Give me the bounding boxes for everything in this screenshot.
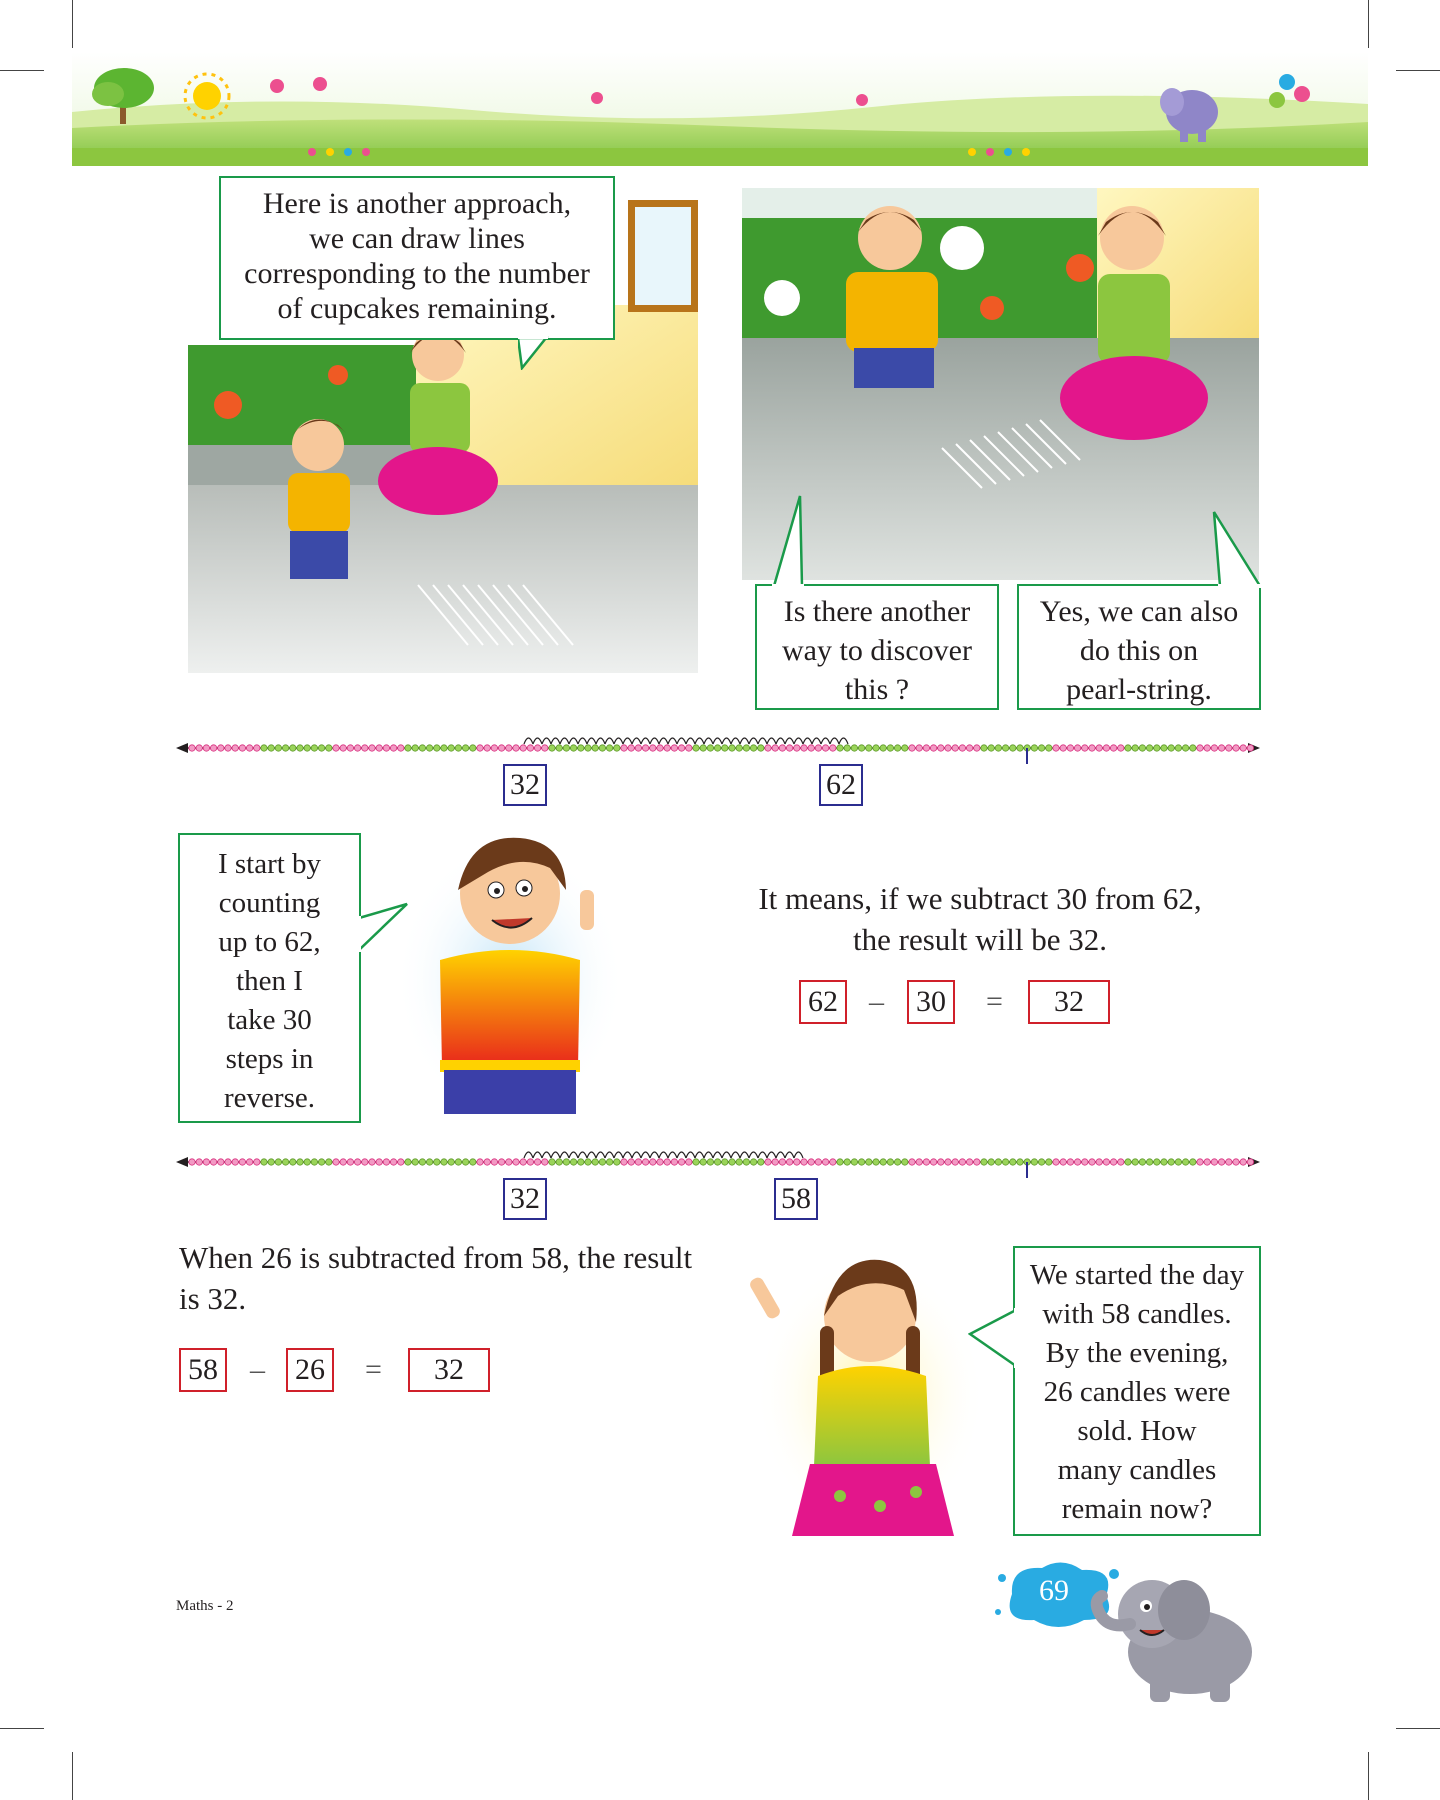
bubble-line: of cupcakes remaining. [277,292,557,325]
bubble-line: I start by [217,848,322,880]
minus-sign: – [869,985,884,1018]
window-icon [628,200,698,312]
crop-mark [1396,1728,1440,1729]
crop-mark [0,1728,44,1729]
bubble-tail [1210,510,1262,588]
girl-character-icon [740,1236,980,1536]
start-label-box: 32 [503,764,547,806]
elephant-mascot-icon [1080,1566,1270,1706]
bubble-line: up to 62, [218,926,321,958]
subtrahend-box: 26 [286,1348,334,1392]
bubble-line: take 30 [227,1004,312,1036]
speech-bubble-candles [1013,1246,1261,1536]
page-number: 69 [1039,1574,1069,1607]
bubble-line: sold. How [1077,1415,1197,1447]
crop-mark [72,1752,73,1800]
speech-bubble-boy-question [755,584,999,710]
bubble-line: way to discover [782,634,972,667]
tick-mark [1026,748,1028,764]
crop-mark [72,0,73,48]
bubble-line: steps in [225,1043,314,1075]
bubble-line: Is there another [783,595,971,628]
crop-mark [0,70,44,71]
bubble-line: By the evening, [1045,1337,1229,1369]
minuend-box: 58 [179,1348,227,1392]
bubble-line: then I [236,965,303,997]
explanation-line: is 32. [179,1281,247,1316]
result-box: 32 [1028,980,1110,1024]
book-title: Maths - 2 [176,1598,234,1614]
pearl-string-58-26 [176,1142,1260,1178]
bubble-line: reverse. [224,1082,315,1114]
boy-figure-icon [288,419,350,579]
minus-sign: – [250,1353,265,1386]
speech-bubble-girl-answer [1017,584,1261,710]
explanation-line: the result will be 32. [853,922,1107,957]
subtrahend-box: 30 [907,980,955,1024]
bubble-line: 26 candles were [1043,1376,1231,1408]
pearl-string-62-30 [176,728,1260,764]
crop-mark [1368,1752,1369,1800]
result-box: 32 [408,1348,490,1392]
bubble-line: with 58 candles. [1042,1298,1232,1330]
bubble-line: do this on [1079,634,1199,667]
explanation-line: When 26 is subtracted from 58, the result [179,1240,693,1275]
minuend-box: 62 [799,980,847,1024]
boy-character-icon [400,820,630,1120]
bubble-line: we can draw lines [309,222,525,255]
speech-bubble-approach [219,176,615,340]
tick-mark [1026,1162,1028,1178]
bubble-tail [518,336,564,370]
bubble-line: this ? [844,673,910,706]
bubble-line: Yes, we can also [1039,595,1239,628]
crop-mark [1368,0,1369,48]
comic-panel-lines [188,305,698,673]
bubble-line: corresponding to the number [244,257,590,290]
header-banner [72,52,1368,166]
bubble-line: counting [218,887,321,919]
bubble-line: pearl-string. [1066,673,1212,706]
equals-sign: = [365,1353,382,1386]
bubble-tail [768,494,804,588]
bubble-line: We started the day [1029,1259,1245,1291]
speech-bubble-counting [178,833,361,1123]
bubble-line: Here is another approach, [262,187,572,220]
explanation-line: It means, if we subtract 30 from 62, [758,881,1202,916]
start-label-box: 32 [503,1178,547,1220]
equals-sign: = [986,985,1003,1018]
bubble-tail [968,1308,1018,1368]
bubble-line: remain now? [1061,1493,1213,1525]
crop-mark [1396,70,1440,71]
comic-panel-discussion [742,188,1259,580]
end-label-box: 62 [819,764,863,806]
end-label-box: 58 [774,1178,818,1220]
bubble-line: many candles [1057,1454,1217,1486]
